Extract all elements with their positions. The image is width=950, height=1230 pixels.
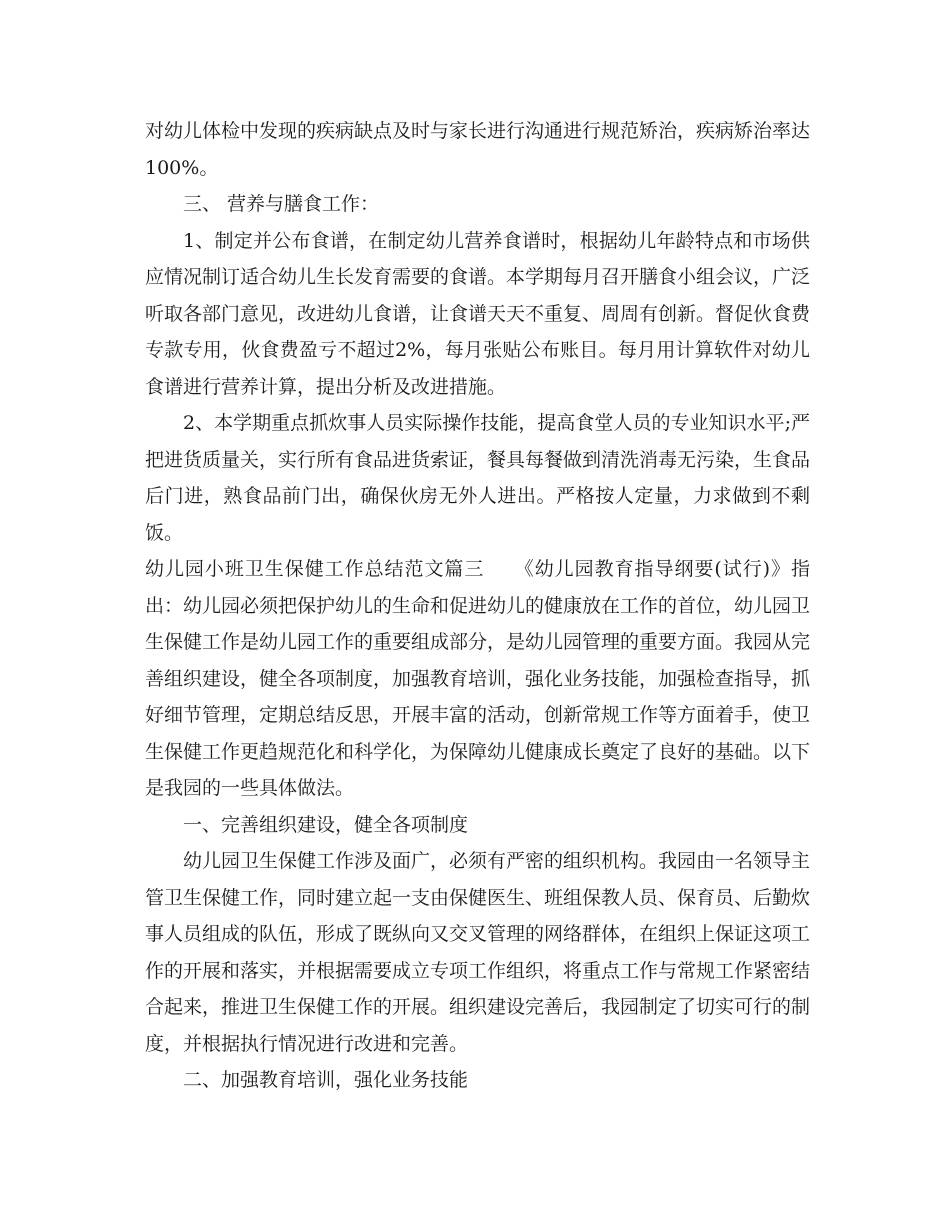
paragraph-checkup-continued: 对幼儿体检中发现的疾病缺点及时与家长进行沟通进行规范矫治，疾病矫治率达100%。 <box>145 120 811 179</box>
document-body <box>145 113 810 1099</box>
paragraph-article-three-intro: 幼儿园小班卫生保健工作总结范文篇三 《幼儿园教育指导纲要(试行)》指出：幼儿园必须把保护幼儿的生命和促进幼儿的健康放在工作的首位，幼儿园卫生保健工作是幼儿园工作的重要组成部分，是幼儿园管理的重要方面。我园从完善组织建设，健全各项制度，加强教育培训，强化业务技能，加强检查指导，抓好细节管理，定期总结反思，开展丰富的活动，创新常规工作等方面着手，使卫生保健工作更趋规范化和科学化，为保障幼儿健康成长奠定了良好的基础。以下是我园的一些具体做法。 <box>145 558 811 799</box>
paragraph-kitchen-staff: 2、本学期重点抓炊事人员实际操作技能，提高食堂人员的专业知识水平;严把进货质量关，实行所有食品进货索证，餐具每餐做到清洗消毒无污染，生食品后门进，熟食品前门出，确保伙房无外人进出。严格按人定量，力求做到不剩饭。 <box>145 412 811 544</box>
heading-nutrition-diet: 三、 营养与膳食工作： <box>183 193 380 215</box>
paragraph-organization: 幼儿园卫生保健工作涉及面广，必须有严密的组织机构。我园由一名领导主管卫生保健工作，同时建立起一支由保健医生、班组保教人员、保育员、后勤炊事人员组成的队伍，形成了既纵向又交叉管理的网络群体，在组织上保证这项工作的开展和落实，并根据需要成立专项工作组织，将重点工作与常规工作紧密结合起来，推进卫生保健工作的开展。组织建设完善后，我园制定了切实可行的制度，并根据执行情况进行改进和完善。 <box>145 850 811 1055</box>
heading-organization: 一、完善组织建设，健全各项制度 <box>183 813 469 836</box>
heading-training: 二、加强教育培训，强化业务技能 <box>183 1069 469 1091</box>
paragraph-menu-planning: 1、制定并公布食谱，在制定幼儿营养食谱时，根据幼儿年龄特点和市场供应情况制订适合幼儿生长发育需要的食谱。本学期每月召开膳食小组会议，广泛听取各部门意见，改进幼儿食谱，让食谱天天不重复、周周有创新。督促伙食费专款专用，伙食费盈亏不超过2%，每月张贴公布账目。每月用计算软件对幼儿食谱进行营养计算，提出分析及改进措施。 <box>145 229 811 398</box>
